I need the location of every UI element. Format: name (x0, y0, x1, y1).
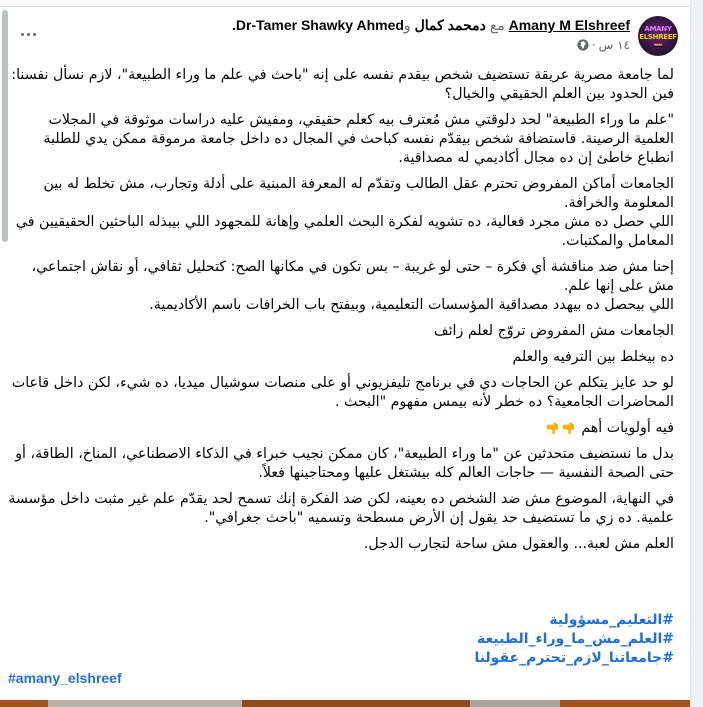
globe-icon[interactable] (577, 39, 589, 51)
post-meta (232, 38, 630, 52)
more-options-icon-dot (27, 33, 30, 36)
meta-separator: · (591, 38, 596, 52)
header-text (232, 16, 630, 52)
with-label: مع (489, 17, 505, 33)
image-segment (560, 700, 690, 707)
paragraph: الجامعات مش المفروض تروّج لعلم زائف (433, 323, 674, 339)
egypt-flag-icon (654, 43, 662, 47)
paragraph: لما جامعة مصرية عريقة تستضيف شخص بيقدم نفسه على إنه "باحث في علم ما وراء الطبيعة"، لازم نسأل نفسنا: (11, 67, 674, 83)
author-name-link[interactable]: Amany M Elshreef (508, 17, 630, 33)
paragraph: فين الحدود بين العلم الحقيقي والخيال؟ (444, 86, 674, 102)
more-options-icon (21, 33, 24, 36)
period: . (231, 17, 236, 33)
more-options-icon-dot (33, 33, 36, 36)
tagged-user-link[interactable]: Dr-Tamer Shawky Ahmed (235, 17, 404, 33)
hashtag-link-amany[interactable]: #amany_elshreef (8, 670, 122, 686)
paragraph: الجامعات أماكن المفروض تحترم عقل الطالب وتقدّم له المعرفة المبنية على أدلة وتجارب، مش تخلط له بين المعلومة والخرافة. (43, 176, 674, 211)
paragraph: بدل ما نستضيف متحدثين عن "ما وراء الطبيعة"، كان ممكن نجيب خبراء في الذكاء الاصطناعي، المناخ، الطاقة، أو حتى الصحة النفسية — حاجات العالم كله بيشتغل عليها ومحتاجينها فعلاً. (15, 446, 674, 481)
hashtag-link[interactable]: #التعليم_مسؤولية (549, 612, 674, 628)
image-segment (470, 700, 560, 707)
paragraph: إحنا مش ضد مناقشة أي فكرة – حتى لو غريبة – بس تكون في مكانها الصح: كتحليل ثقافي، أو نقاش اجتماعي، مش على إنها علم. (31, 259, 674, 294)
paragraph: لو حد عايز يتكلم عن الحاجات دي في برنامج تليفزيوني أو على منصات سوشيال ميديا، ده شيء، لكن داخل قاعات المحاضرات الجامعية؟ ده خطر لأنه بيمس مفهوم "البحث . (11, 375, 674, 410)
more-options-button[interactable] (14, 24, 42, 44)
paragraph-with-emoji (8, 419, 674, 438)
paragraph-text: فيه أولويات أهم (581, 420, 674, 436)
window-scrollbar-track[interactable] (690, 0, 703, 707)
pointing-down-emoji-icon (545, 422, 560, 435)
author-line (232, 16, 630, 34)
post-image-preview[interactable] (0, 700, 690, 707)
paragraph: اللي بيحصل ده بيهدد مصداقية المؤسسات التعليمية، وبيفتح باب الخرافات باسم الأكاديمية. (149, 297, 674, 313)
paragraph: "علم ما وراء الطبيعة" لحد دلوقتي مش مُعترف بيه كعلم حقيقي، ومفيش عليه دراسات موثوقة في المجلات العلمية الرصينة. فاستضافة شخص بيقدّم نفسه كباحث في المجال ده داخل جامعة مرموقة ممكن يدي للطلبة انطباع خاطئ إن ده مجال أكاديمي له مصداقية. (43, 112, 674, 166)
paragraph: العلم مش لعبة... والعقول مش ساحة لتجارب الدجل. (363, 536, 674, 552)
avatar-text-bottom: ELSHREEF (639, 33, 677, 41)
image-segment (48, 700, 242, 707)
pointing-down-emoji-icon (561, 422, 576, 435)
paragraph: ده بيخلط بين الترفيه والعلم (512, 349, 674, 365)
post-header (232, 16, 678, 60)
and-label: و (403, 17, 411, 33)
paragraph: في النهاية، الموضوع مش ضد الشخص ده بعينه، لكن ضد الفكرة إنك تسمح لحد يقدّم علم غير مثبت داخل مؤسسة علمية. ده زي ما تستضيف حد يقول إن الأرض مسطحة وتسميه "باحث جغرافي". (8, 491, 674, 526)
hashtag-link[interactable]: #العلم_مش_ما_وراء_الطبيعة (477, 631, 674, 647)
hashtag-link[interactable]: #جامعاتنا_لازم_تحترم_عقولنا (474, 650, 674, 666)
timestamp-link[interactable]: ١٤ س (598, 38, 630, 52)
hashtag-list (474, 611, 674, 668)
paragraph: اللي حصل ده مش مجرد فعالية، ده تشويه لفكرة البحث العلمي وإهانة للمجهود اللي بيبذله الباحثين الحقيقيين في المعامل والمكتبات. (15, 214, 674, 249)
avatar[interactable] (638, 16, 678, 56)
image-segment (0, 700, 48, 707)
avatar-text-top: AMANY (644, 25, 672, 33)
post-body (8, 66, 674, 561)
tagged-user-link[interactable]: دمحمد كمال (414, 17, 486, 33)
image-segment (242, 700, 470, 707)
